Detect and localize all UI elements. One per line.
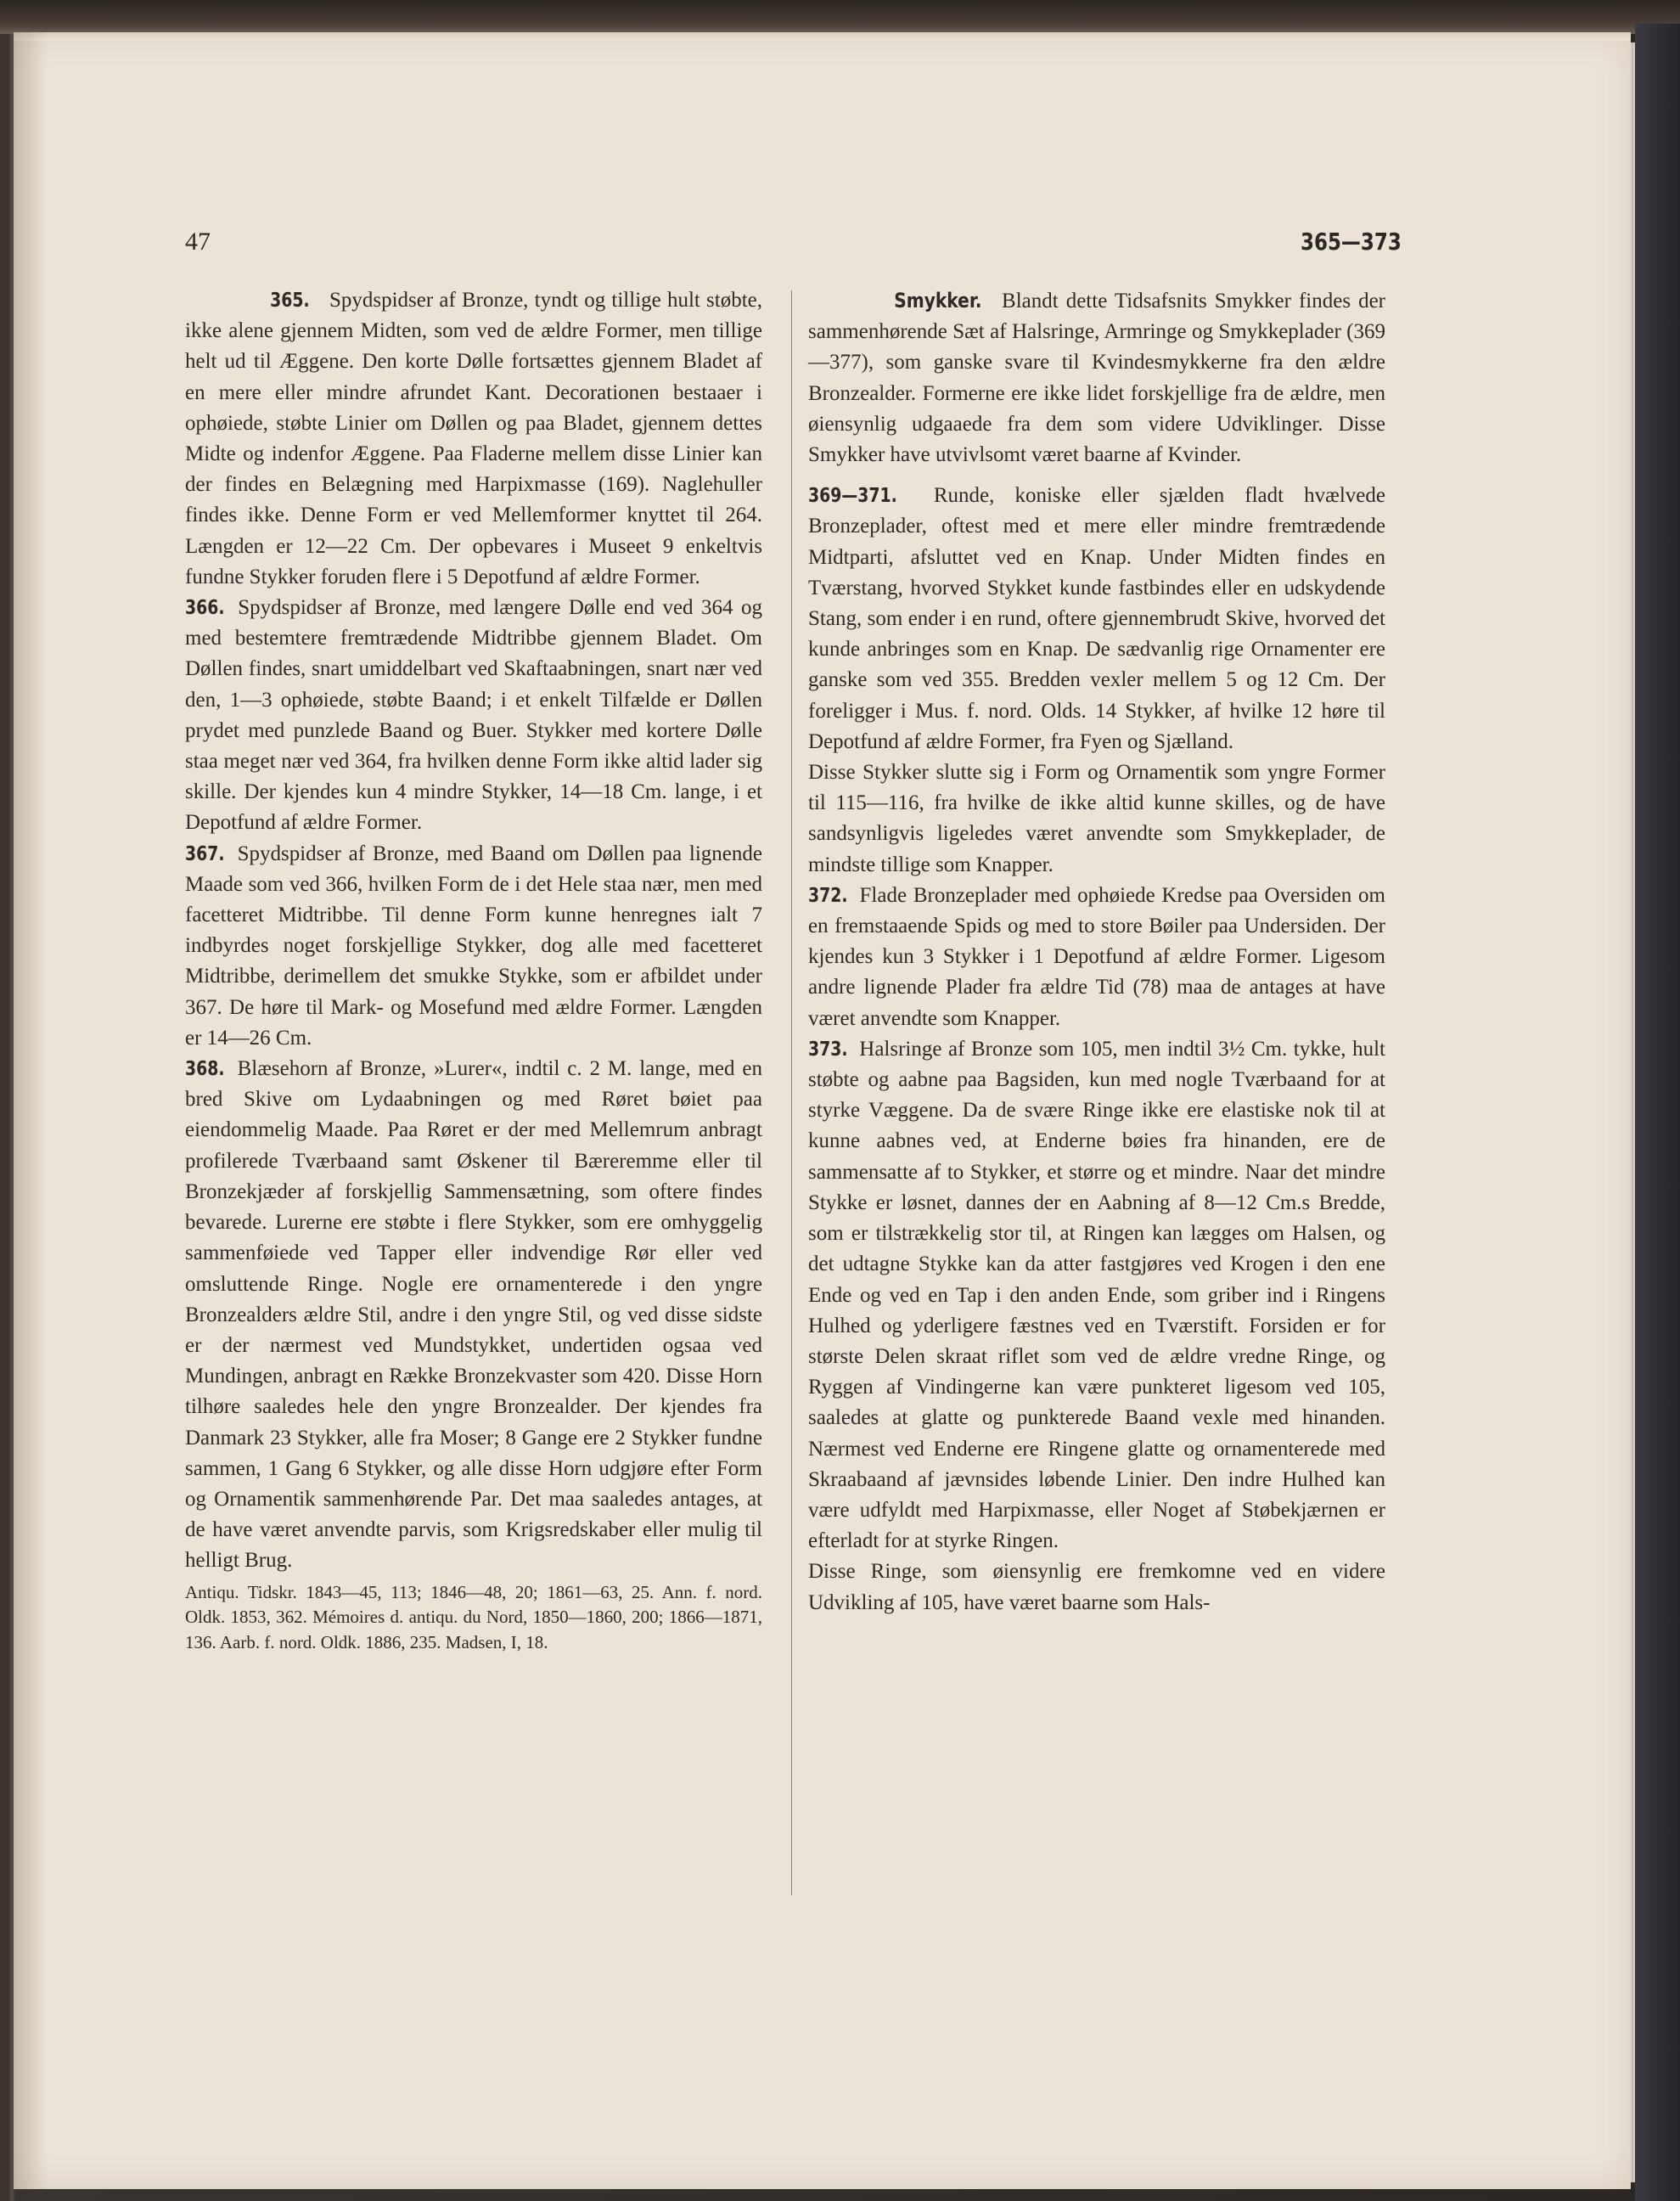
column-divider: [791, 290, 792, 1895]
entry-373-continued: Disse Ringe, som øiensynlig ere fremkomne ved en videre Udvikling af 105, have været baarne som Hals-: [808, 1560, 1385, 1614]
book-cover-top: [0, 0, 1680, 34]
section-range: 365—373: [1301, 228, 1402, 256]
entry-365: 365. Spydspidser af Bronze, tyndt og tillige hult støbte, ikke alene gjennem Midten, som ved de ældre Former, men tillige helt ud til Æggene. Den korte Dølle fortsættes gjennem Bladet af en mere eller mindre afrundet Kant. Decorationen bestaaer i ophøiede, støbte Linier om Døllen og paa Bladet, gjennem dettes Midte og indenfor Æggene. Paa Fladerne mellem disse Linier kan der findes en Belægning med Harpixmasse (169). Naglehuller findes ikke. Denne Form er ved Mellemformer knyttet til 264. Længden er 12—22 Cm. Der opbevares i Museet 9 enkeltvis fundne Stykker foruden flere i 5 Depotfund af ældre Former.: [185, 289, 762, 588]
left-column: [185, 285, 762, 1655]
entry-368: 368. Blæsehorn af Bronze, »Lurer«, indtil c. 2 M. lange, med en bred Skive om Lydaabningen og med Røret bøiet paa eiendommelig Maade. Paa Røret er der med Mellemrum anbragt profilerede Tværbaand samt Øskener til Bæreremme eller til Bronzekjæder af forskjellig Sammensætning, som oftere findes bevarede. Lurerne ere støbte i flere Stykker, som ere omhyggelig sammenføiede ved Tapper eller indvendige Rør eller ved omsluttende Ringe. Nogle ere ornamenterede i den yngre Bronzealders ældre Stil, andre i den yngre Stil, og ved disse sidste er der nærmest ved Mundstykket, undertiden ogsaa ved Mundingen, anbragt en Række Bronzekvaster som 420. Disse Horn tilhøre saaledes hele den yngre Bronzealder. Der kjendes fra Danmark 23 Stykker, alle fra Moser; 8 Gange ere 2 Stykker fundne sammen, 1 Gang 6 Stykker, og alle disse Horn udgjøre efter Form og Ornamentik sammenhørende Par. Det maa saaledes antages, at de have været anvendte parvis, som Krigsredskaber eller mulig til helligt Brug.: [185, 1057, 762, 1573]
entry-367: 367. Spydspidser af Bronze, med Baand om Døllen paa lignende Maade som ved 366, hvilken Form de i det Hele staa nær, men med facetteret Midtribbe. Til denne Form kunne henregnes ialt 7 indbyrdes noget forskjellige Stykker, dog alle med facetteret Midtribbe, derimellem det smukke Stykke, som er afbildet under 367. De høre til Mark- og Mosefund med ældre Former. Længden er 14—26 Cm.: [185, 842, 762, 1050]
book-cover-edge: [1635, 24, 1680, 2201]
entry-372: 372. Flade Bronzeplader med ophøiede Kredse paa Oversiden om en fremstaaende Spids og med to store Bøiler paa Undersiden. Der kjendes kun 3 Stykker i 1 Depotfund af ældre Former. Ligesom andre lignende Plader fra ældre Tid (78) maa de antages at have været anvendte som Knapper.: [808, 883, 1385, 1030]
entry-366: 366. Spydspidser af Bronze, med længere Dølle end ved 364 og med bestemtere fremtrædende Midtribbe gjennem Bladet. Om Døllen findes, snart umiddelbart ved Skaftaabningen, snart nær ved den, 1—3 ophøiede, støbte Baand; i et enkelt Tilfælde er Døllen prydet med punzlede Baand og Buer. Stykker med kortere Dølle staa meget nær ved 364, fra hvilken denne Form ikke altid lader sig skille. Der kjendes kun 4 mindre Stykker, 14—18 Cm. lange, i et Depotfund af ældre Former.: [185, 596, 762, 835]
entry-smykker: Smykker. Blandt dette Tidsafsnits Smykker findes der sammenhørende Sæt af Halsringe, Armringe og Smykkeplader (369—377), som ganske svare til Kvindesmykkerne fra den ældre Bronzealder. Formerne ere ikke lidet forskjellige fra de ældre, men øiensynlig udgaaede fra dem som videre Udviklinger. Disse Smykker have utvivlsomt været baarne af Kvinder.: [808, 289, 1385, 467]
entry-369-371: 369—371. Runde, koniske eller sjælden fladt hvælvede Bronzeplader, oftest med et mere eller mindre fremtrædende Midtparti, afsluttet ved en Knap. Under Midten findes en Tværstang, hvorved Stykket kunde fastbindes eller en udskydende Stang, som ender i en rund, oftere gjennembrudt Skive, hvorved det kunde anbringes som en Knap. De sædvanlig rige Ornamenter ere ganske som ved 355. Bredden vexler mellem 5 og 12 Cm. Der foreligger i Mus. f. nord. Olds. 14 Stykker, af hvilke 12 høre til Depotfund af ældre Former, fra Fyen og Sjælland.: [808, 484, 1385, 753]
entry-369-371-continued: Disse Stykker slutte sig i Form og Ornamentik som yngre Former til 115—116, fra hvilke de ikke altid kunne skilles, og de have sandsynligvis ligeledes været anvendte som Smykkeplader, de mindste tillige som Knapper.: [808, 761, 1385, 876]
entry-373: 373. Halsringe af Bronze som 105, men indtil 3½ Cm. tykke, hult støbte og aabne paa Bagsiden, kun med nogle Tværbaand for at styrke Væggene. Da de svære Ringe ikke ere elastiske nok til at kunne aabnes ved, at Enderne bøies fra hinanden, ere de sammensatte af to Stykker, et større og et mindre. Naar det mindre Stykke er løsnet, dannes der en Aabning af 8—12 Cm.s Bredde, som er tilstrækkelig stor til, at Ringen kan lægges om Halsen, og det udtagne Stykke kan da atter fastgjøres ved Krogen i den ene Ende og ved en Tap i den anden Ende, som griber ind i Ringens Hulhed og yderligere fæstnes ved en Tværstift. Forsiden er for største Delen skraat riflet som ved de ældre vredne Ringe, og Ryggen af Vindingerne kan være punkteret ligesom ved 105, saaledes at glatte og punkterede Baand vexle med hinanden. Nærmest ved Enderne ere Ringene glatte og ornamenterede med Skraabaand af jævnsides løbende Linier. Den indre Hulhed kan være udfyldt med Harpixmasse, eller Noget af Støbekjærnen er efterladt for at styrke Ringen.: [808, 1037, 1385, 1553]
page-number: 47: [185, 228, 211, 256]
right-column: [808, 285, 1385, 1618]
references: Antiqu. Tidskr. 1843—45, 113; 1846—48, 20; 1861—63, 25. Ann. f. nord. Oldk. 1853, 362. Mémoires d. antiqu. du Nord, 1850—1860, 200; 1866—1871, 136. Aarb. f. nord. Oldk. 1886, 235. Madsen, I, 18.: [185, 1581, 762, 1652]
